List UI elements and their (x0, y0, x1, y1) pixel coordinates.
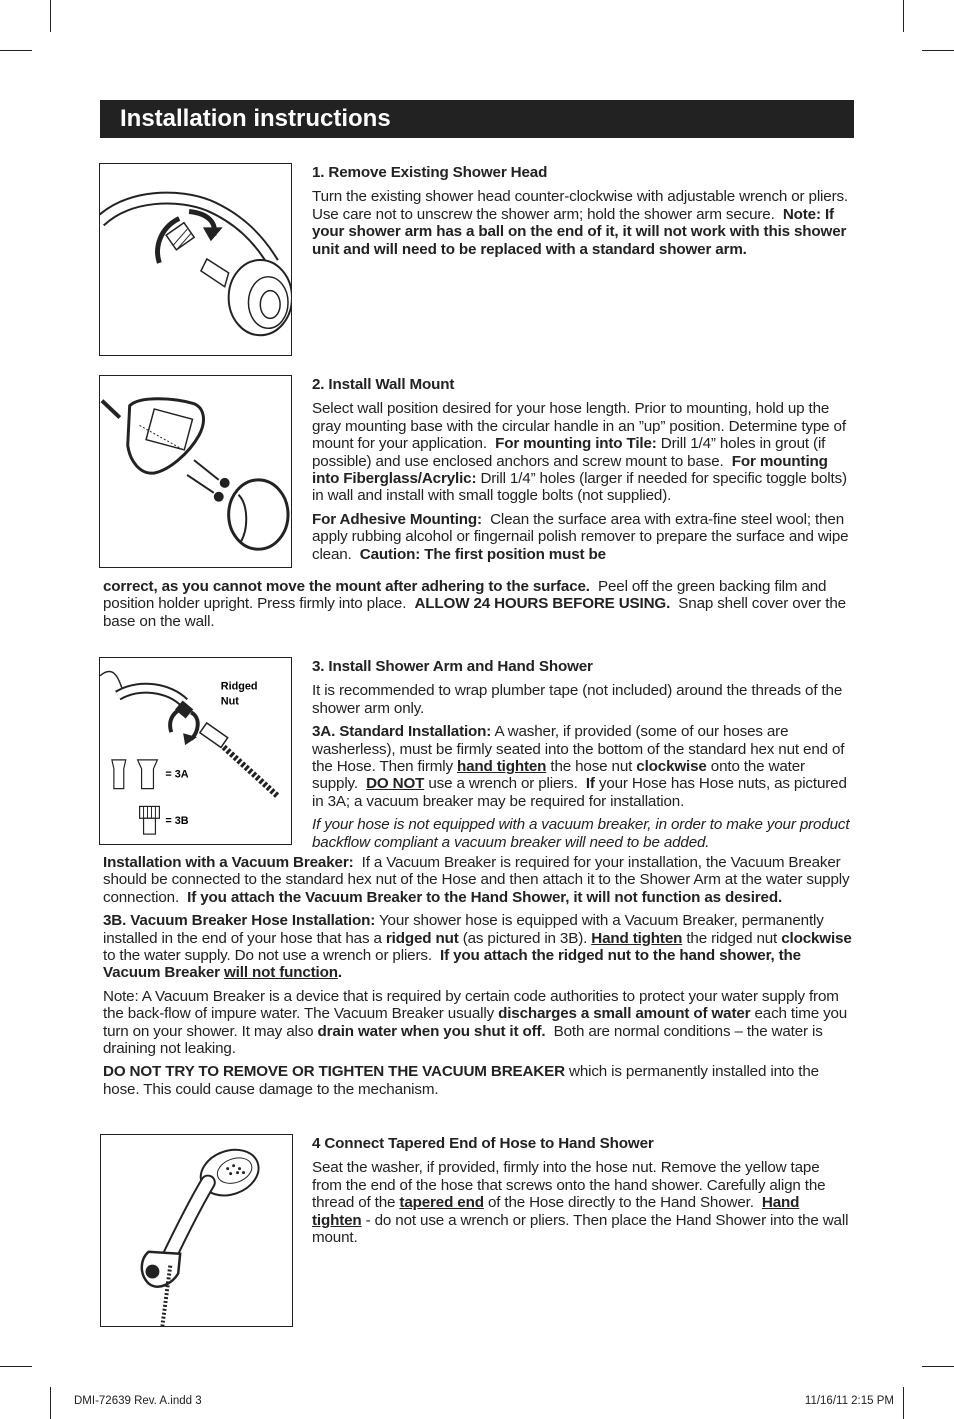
crop-mark (0, 1366, 32, 1367)
step4-tapered-end: tapered end (399, 1194, 484, 1212)
step3-italic-note: If your hose is not equipped with a vacuum breaker, in order to make your product backflow compliant a vacuum breaker will need to be added. (312, 816, 850, 851)
step4-text (312, 1135, 852, 1252)
b3-body-d: to the water supply. Do not use a wrench or pliers. (103, 947, 432, 965)
step3-std-body-c: onto the water supply. (312, 758, 805, 793)
fig-label-3a: = 3A (165, 768, 189, 781)
step2-continuation (103, 578, 853, 636)
crop-mark (0, 50, 32, 51)
note-b: each time you turn on your shower. It may also (103, 1005, 848, 1040)
step2-adhesive-label: For Adhesive Mounting: (312, 510, 482, 528)
do-not-remove-label: DO NOT TRY TO REMOVE OR TIGHTEN THE VACUUM BREAKER (103, 1063, 565, 1081)
note-c: Both are normal conditions – the water is draining not leaking. (103, 1022, 823, 1058)
note-discharges: discharges a small amount of water (498, 1005, 751, 1023)
step4-hand-tighten: Hand tighten (312, 1194, 800, 1229)
note-a: Note: A Vacuum Breaker is a device that is required by certain code authorities to protect your water supply from the back-flow of impure water. The Vacuum Breaker usually (103, 987, 839, 1023)
figure-wall-mount (99, 375, 292, 568)
figure-shower-arm (99, 657, 292, 845)
step1-title: 1. Remove Existing Shower Head (312, 164, 548, 181)
step3-std-label: 3A. Standard Installation: (312, 723, 492, 741)
header-bar (100, 100, 854, 138)
step2-paragraph-2 (312, 511, 852, 563)
step3-standard-paragraph (312, 723, 854, 810)
step2-adhesive-body: Clean the surface area with extra-fine steel wool; then apply rubbing alcohol or fingernail polish remover to prepare the surface and wipe clean. (312, 510, 849, 563)
step3-std-body-e: your Hose has Hose nuts, as pictured in 3A; a vacuum breaker may be required for installation. (312, 775, 847, 810)
b3-body-b: (as pictured in 3B). (462, 929, 588, 947)
step4-body-b: of the Hose directly to the Hand Shower. (487, 1194, 754, 1212)
step3-intro: It is recommended to wrap plumber tape (not included) around the threads of the shower arm only. (312, 682, 843, 717)
fig-label-3b: = 3B (165, 815, 189, 828)
b3-period: . (337, 964, 342, 982)
step2-tile-label: For mounting into Tile: (495, 435, 657, 453)
vacuum-breaker-hose-paragraph (103, 912, 853, 982)
fig-label-nut: Nut (220, 695, 239, 708)
page-title: Installation instructions (120, 105, 391, 132)
vacuum-breaker-paragraph (103, 854, 853, 906)
footer-timestamp: 11/16/11 2:15 PM (804, 1395, 894, 1407)
crop-mark (903, 0, 904, 32)
step2-body-a: Select wall position desired for your hose length. Prior to mounting, hold up the gray mounting base with the circular handle in an ”up” position. Determine type of mount for your application. (312, 400, 846, 453)
step3-continuation (103, 854, 853, 1104)
b3-ridged-nut: ridged nut (385, 929, 459, 947)
step3-clockwise: clockwise (636, 758, 707, 776)
step2-fiberglass-label: For mounting into Fiberglass/Acrylic: (312, 452, 828, 488)
crop-mark (903, 1387, 904, 1419)
figure-hand-shower (100, 1134, 293, 1327)
step3-do-not: DO NOT (366, 775, 425, 793)
step2-caution-b: correct, as you cannot move the mount after adhering to the surface. (103, 578, 590, 595)
step4-body-a: Seat the washer, if provided, firmly into the hose nut. Remove the yellow tape from the end of the hose that screws onto the hand shower. Carefully align the thread of the (312, 1159, 826, 1212)
b3-warning-a: If you attach the ridged nut to the hand shower, the Vacuum Breaker (103, 947, 801, 982)
step2-peel: Peel off the green backing film and position holder upright. Press firmly into place. (103, 578, 827, 613)
step3-hand-tighten: hand tighten (457, 758, 547, 776)
crop-mark (922, 50, 954, 51)
step1-text (312, 164, 852, 264)
remove-shower-head-illustration (100, 164, 291, 355)
vb-label: Installation with a Vacuum Breaker: (103, 854, 354, 871)
step2-text (312, 376, 852, 569)
step2-caution-a: Caution: The first position must be (359, 545, 606, 563)
step3-std-body-a: A washer, if provided (some of our hoses are washerless), must be firmly seated into the bottom of the standard hex nut end of the Hose. Then firmly (312, 723, 845, 776)
vb-warning: If you attach the Vacuum Breaker to the Hand Shower, it will not function as desired. (187, 888, 783, 906)
step2-paragraph-1 (312, 400, 852, 504)
crop-mark (50, 1387, 51, 1419)
b3-will-not-function: will not function (224, 964, 338, 982)
do-not-remove-body: which is permanently installed into the hose. This could cause damage to the mechanism. (103, 1063, 819, 1098)
step1-body: Turn the existing shower head counter-clockwise with adjustable wrench or pliers. Use care not to unscrew the shower arm; hold the shower arm secure. (312, 188, 848, 223)
step2-paragraph-3 (103, 578, 853, 630)
shower-arm-illustration (100, 658, 291, 844)
b3-body-a: Your shower hose is equipped with a Vacuum Breaker, permanently installed in the end of your hose that has a (103, 912, 824, 947)
note-paragraph (103, 988, 853, 1058)
step2-body-c: Drill 1/4” holes (larger if needed for specific toggle bolts) in wall and install with small toggle bolts (not supplied). (312, 470, 847, 505)
step1-paragraph (312, 188, 852, 258)
step4-paragraph (312, 1159, 852, 1246)
step3-std-body-b: the hose nut (550, 758, 633, 776)
b3-clockwise: clockwise (781, 929, 852, 947)
step2-title: 2. Install Wall Mount (312, 376, 455, 393)
step2-snap: Snap shell cover over the base on the wall. (103, 595, 846, 630)
figure-remove-shower-head (99, 163, 292, 356)
footer-filename: DMI-72639 Rev. A.indd 3 (74, 1395, 202, 1407)
step1-note: Note: If your shower arm has a ball on the end of it, it will not work with this shower unit and will need to be replaced with a standard shower arm. (312, 205, 847, 258)
b3-body-c: the ridged nut (686, 929, 778, 947)
step2-body-b: Drill 1/4” holes in grout (if possible) and use enclosed anchors and screw mount to base. (312, 435, 826, 470)
hand-shower-illustration (101, 1135, 292, 1326)
wall-mount-illustration (100, 376, 291, 567)
step3-title: 3. Install Shower Arm and Hand Shower (312, 658, 593, 675)
crop-mark (922, 1366, 954, 1367)
b3-hand-tighten: Hand tighten (591, 929, 683, 947)
do-not-remove-paragraph (103, 1063, 853, 1098)
vb-body: If a Vacuum Breaker is required for your installation, the Vacuum Breaker should be connected to the standard hex nut of the Hose and then attach it to the Shower Arm at the water supply connection. (103, 854, 850, 906)
step3-text (312, 658, 854, 857)
step4-body-c: - do not use a wrench or pliers. Then place the Hand Shower into the wall mount. (312, 1211, 849, 1247)
fig-label-ridged: Ridged (220, 680, 258, 693)
note-drain: drain water when you shut it off. (317, 1022, 546, 1040)
b3-label: 3B. Vacuum Breaker Hose Installation: (103, 912, 376, 930)
step2-allow: ALLOW 24 HOURS BEFORE USING. (414, 595, 671, 613)
step3-std-body-d: use a wrench or pliers. (428, 775, 578, 793)
crop-mark (50, 0, 51, 32)
step4-title: 4 Connect Tapered End of Hose to Hand Shower (312, 1135, 654, 1152)
step3-if: If (585, 775, 595, 793)
